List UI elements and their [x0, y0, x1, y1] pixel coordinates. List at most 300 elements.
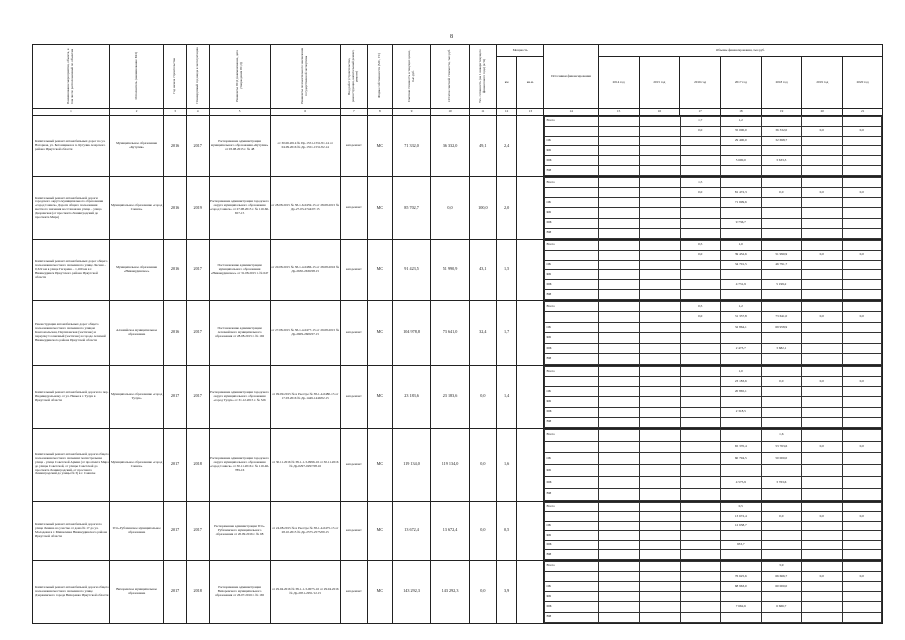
- financing-cell: [680, 502, 721, 512]
- financing-block: [544, 239, 883, 300]
- financing-source-label: МБ: [545, 477, 599, 489]
- start-year: 2016: [164, 176, 187, 239]
- financing-cell: [842, 218, 881, 228]
- financing-cell: [721, 270, 762, 280]
- financing-cell: [599, 290, 640, 300]
- financing-cell: 0,5: [680, 240, 721, 250]
- financing-cell: [599, 301, 640, 312]
- financing-cell: [639, 117, 680, 127]
- column-number: 11: [469, 109, 496, 116]
- financing-cell: [761, 333, 802, 344]
- financing-row: [545, 136, 882, 146]
- financing-source-label: МБ: [545, 407, 599, 417]
- financing-cell: [680, 146, 721, 156]
- financing-row: [545, 571, 882, 581]
- financing-cell: [680, 322, 721, 333]
- financing-cell: [680, 377, 721, 387]
- financing-cell: 933,7: [721, 540, 762, 550]
- financing-cell: 0,0: [802, 377, 843, 387]
- financing-cell: [842, 531, 881, 541]
- financing-cell: [761, 592, 802, 602]
- financing-cell: [842, 366, 881, 376]
- financing-cell: [761, 502, 802, 512]
- financing-cell: [680, 602, 721, 612]
- financing-source-label: [545, 571, 599, 581]
- financing-cell: [842, 465, 881, 477]
- power-m2: [517, 300, 544, 365]
- financing-cell: [599, 240, 640, 250]
- financing-cell: [680, 521, 721, 531]
- expertise-details: от 30.11.2016 № 38-1-1-3-0996-16 от 30.11.2016 № Др-0297-0297/08.16: [270, 428, 340, 501]
- financing-cell: [842, 322, 881, 333]
- financing-row: [545, 441, 882, 453]
- financing-row: [545, 397, 882, 407]
- readiness-percent: 0,0: [469, 501, 496, 560]
- financing-cell: [802, 117, 843, 127]
- financing-row: [545, 561, 882, 571]
- financing-cell: [802, 612, 843, 622]
- psd-details: Постановление администрации муниципального образования «Нижнеудинское» от 31.08.2015 г. № 647: [209, 239, 270, 300]
- financing-cell: [842, 240, 881, 250]
- financing-cell: 76 625,6: [721, 571, 762, 581]
- financing-block: [544, 428, 883, 501]
- readiness-percent: 0,0: [469, 428, 496, 501]
- financing-cell: [842, 429, 881, 441]
- work-type: кап.ремонт: [340, 176, 367, 239]
- financing-cell: [599, 270, 640, 280]
- header-cost: Сметная стоимость в текущих ценах, тыс.руб.: [392, 45, 430, 109]
- financing-source-label: [545, 441, 599, 453]
- financing-row: [545, 166, 882, 176]
- column-number: 4: [186, 109, 209, 116]
- financing-cell: [721, 146, 762, 156]
- object-name: Капитальный ремонт автомобильной дороги по пер. Индивидуальному от ул. Невья в г. Тулун в Иркутской области: [33, 365, 110, 428]
- financing-cell: 0,0: [680, 250, 721, 260]
- financing-cell: [761, 366, 802, 376]
- financing-cell: [599, 218, 640, 228]
- financing-row: [545, 582, 882, 592]
- financing-cell: [842, 270, 881, 280]
- financing-row: [545, 218, 882, 228]
- financing-cell: [639, 561, 680, 571]
- financing-cell: [599, 602, 640, 612]
- financing-cell: 0,0: [761, 377, 802, 387]
- financing-cell: [639, 343, 680, 354]
- financing-cell: [802, 387, 843, 397]
- financing-cell: [639, 146, 680, 156]
- column-number: 19: [761, 109, 802, 116]
- financing-cell: 23 183,6: [721, 377, 762, 387]
- financing-cell: [802, 156, 843, 166]
- column-number: 6: [270, 109, 340, 116]
- financing-cell: 3 633,3: [761, 156, 802, 166]
- financing-source-label: ФБ: [545, 333, 599, 344]
- remaining-cost: 51 990,9: [431, 239, 469, 300]
- power-km: 1,6: [496, 428, 516, 501]
- financing-cell: [842, 387, 881, 397]
- financing-cell: 3 763,6: [761, 477, 802, 489]
- header-year: 2015 год: [639, 57, 680, 109]
- header-year: 2020 год: [843, 57, 883, 109]
- financing-row: [545, 602, 882, 612]
- financing-source-label: [545, 377, 599, 387]
- financing-cell: [639, 465, 680, 477]
- power-km: 2,0: [496, 176, 516, 239]
- financing-cell: [842, 540, 881, 550]
- financing-cell: [599, 208, 640, 218]
- financing-row: [545, 301, 882, 312]
- financing-cell: [639, 218, 680, 228]
- financing-cell: [802, 453, 843, 465]
- financing-cell: [680, 198, 721, 208]
- ownership-form: МС: [367, 239, 392, 300]
- financing-cell: [680, 218, 721, 228]
- column-number: 1: [33, 109, 110, 116]
- financing-cell: [761, 166, 802, 176]
- financing-source-label: МБ: [545, 602, 599, 612]
- financing-cell: [802, 521, 843, 531]
- financing-cell: [639, 126, 680, 136]
- financing-source-label: [545, 512, 599, 522]
- financing-cell: 2 473,7: [721, 343, 762, 354]
- financing-cell: [599, 612, 640, 622]
- financing-cell: [639, 387, 680, 397]
- object-name: Капитальный ремонт автомобильной дороги общего пользования местного значения: магистральная улица - улица Советской Армии (от проспекта Мира до улицы Советской, от улицы Советской до проспекта Ленинградский, от проспекта Ленинградский до улицы № 3) в г. Саянске: [33, 428, 110, 501]
- financing-cell: 0,0: [802, 571, 843, 581]
- ownership-form: МС: [367, 116, 392, 177]
- power-m2: [517, 365, 544, 428]
- financing-cell: [721, 208, 762, 218]
- financing-cell: [761, 208, 802, 218]
- financing-cell: [802, 260, 843, 270]
- financing-cell: [680, 540, 721, 550]
- financing-cell: [639, 290, 680, 300]
- financing-cell: 0,0: [802, 188, 843, 198]
- financing-cell: 0,0: [761, 512, 802, 522]
- financing-cell: [761, 465, 802, 477]
- financing-row: [545, 387, 882, 397]
- start-year: 2016: [164, 239, 187, 300]
- financing-cell: [639, 592, 680, 602]
- financing-row: [545, 126, 882, 136]
- financing-cell: [599, 407, 640, 417]
- financing-cell: [680, 136, 721, 146]
- object-name: Капитальный ремонт автомобильной дороги по улице Ленина на участке от дома № 17 до ул. Молодежи в г. Мишелевка Нижнеудинского района Иркутской области: [33, 501, 110, 560]
- start-year: 2017: [164, 428, 187, 501]
- financing-cell: 0,0: [680, 188, 721, 198]
- financing-cell: 0,0: [802, 126, 843, 136]
- financing-cell: [639, 228, 680, 238]
- start-year: 2016: [164, 300, 187, 365]
- financing-cell: [599, 550, 640, 560]
- financing-source-label: МБ: [545, 540, 599, 550]
- financing-cell: [639, 177, 680, 187]
- financing-cell: [721, 429, 762, 441]
- estimated-cost: 23 183,6: [392, 365, 430, 428]
- financing-cell: [680, 280, 721, 290]
- financing-source-label: ФБ: [545, 208, 599, 218]
- financing-cell: [842, 208, 881, 218]
- financing-cell: [680, 270, 721, 280]
- financing-source-label: ОБ: [545, 582, 599, 592]
- financing-cell: [802, 301, 843, 312]
- financing-cell: 12 638,7: [721, 521, 762, 531]
- financing-cell: 65 370,4: [721, 441, 762, 453]
- object-name: Реконструкция автомобильных дорог общего пользования местного значения по улицам Комсомольская, Партизанская (частично) и переулку Солнечный (частично) в городе Алзамай Нижнеудинского района Иркутской области: [33, 300, 110, 365]
- column-number: 2: [109, 109, 163, 116]
- financing-cell: [802, 502, 843, 512]
- financing-cell: [639, 240, 680, 250]
- column-number: 14: [544, 109, 598, 116]
- column-number: 9: [392, 109, 430, 116]
- expertise-details: от 27.08.2015 № 38-1-4-0477-15 от 29.08.2015 № Др-2609-2609/07.15: [270, 300, 340, 365]
- remaining-cost: 0,0: [431, 176, 469, 239]
- ownership-form: МС: [367, 428, 392, 501]
- financing-cell: [639, 582, 680, 592]
- financing-cell: [639, 333, 680, 344]
- financing-cell: [639, 531, 680, 541]
- financing-cell: [842, 550, 881, 560]
- financing-cell: [599, 582, 640, 592]
- financing-row: [545, 612, 882, 622]
- financing-cell: [599, 322, 640, 333]
- financing-cell: 0,0: [842, 126, 881, 136]
- financing-block: [544, 300, 883, 365]
- financing-source-label: ВИ: [545, 354, 599, 365]
- financing-cell: 1,6: [761, 429, 802, 441]
- financing-cell: 0,0: [802, 312, 843, 323]
- financing-cell: [639, 250, 680, 260]
- financing-row: [545, 366, 882, 376]
- header-readiness: Тех. готовность (на 1 января текущего финансового года) (в %): [469, 45, 496, 109]
- financing-cell: [639, 612, 680, 622]
- financing-cell: [599, 280, 640, 290]
- financing-cell: 3 682,1: [761, 343, 802, 354]
- end-year: 2018: [186, 560, 209, 623]
- financing-cell: [680, 417, 721, 427]
- financing-cell: [599, 312, 640, 323]
- financing-cell: [639, 502, 680, 512]
- financing-source-label: ФБ: [545, 146, 599, 156]
- financing-cell: [639, 136, 680, 146]
- financing-source-label: Всего: [545, 117, 599, 127]
- financing-cell: [680, 488, 721, 500]
- financing-cell: [680, 208, 721, 218]
- financing-source-label: ФБ: [545, 465, 599, 477]
- financing-cell: [842, 166, 881, 176]
- financing-cell: [721, 561, 762, 571]
- power-km: 1,7: [496, 300, 516, 365]
- financing-cell: [680, 387, 721, 397]
- financing-cell: [802, 602, 843, 612]
- financing-cell: [639, 301, 680, 312]
- financing-cell: [680, 343, 721, 354]
- financing-source-label: Всего: [545, 240, 599, 250]
- header-work-type: Вид работ (строительство, реконструкция, капитальный ремонт, ремонт): [340, 45, 367, 109]
- ownership-form: МС: [367, 176, 392, 239]
- financing-source-label: Всего: [545, 502, 599, 512]
- ownership-form: МС: [367, 300, 392, 365]
- financing-cell: [842, 602, 881, 612]
- financing-cell: 5 600,0: [721, 156, 762, 166]
- financing-cell: [842, 417, 881, 427]
- financing-cell: [639, 354, 680, 365]
- start-year: 2016: [164, 116, 187, 177]
- estimated-cost: 85 702,7: [392, 176, 430, 239]
- financing-cell: [639, 270, 680, 280]
- table-row: [33, 365, 883, 428]
- financing-cell: [599, 228, 640, 238]
- start-year: 2017: [164, 560, 187, 623]
- end-year: 2017: [186, 501, 209, 560]
- financing-cell: [802, 540, 843, 550]
- financing-cell: [761, 387, 802, 397]
- financing-cell: [639, 312, 680, 323]
- table-row: [33, 239, 883, 300]
- financing-cell: [802, 198, 843, 208]
- financing-cell: [599, 488, 640, 500]
- financing-cell: [761, 397, 802, 407]
- financing-cell: [599, 540, 640, 550]
- financing-cell: [599, 166, 640, 176]
- financing-cell: [802, 343, 843, 354]
- expertise-details: от 29.04.2016 № 38-1-1-3-0075-16 от 29.04.2016 № Др-2951-2951/12.15: [270, 560, 340, 623]
- financing-cell: [802, 417, 843, 427]
- financing-cell: 0,0: [842, 250, 881, 260]
- financing-cell: 34 701,5: [721, 260, 762, 270]
- financing-block: [544, 116, 883, 177]
- financing-row: [545, 540, 882, 550]
- financing-source-label: Всего: [545, 561, 599, 571]
- readiness-percent: 32,4: [469, 300, 496, 365]
- financing-cell: [680, 260, 721, 270]
- estimated-cost: 13 672,4: [392, 501, 430, 560]
- financing-cell: 66 666,7: [761, 571, 802, 581]
- financing-cell: [721, 166, 762, 176]
- financing-cell: [842, 146, 881, 156]
- financing-cell: [599, 333, 640, 344]
- financing-row: [545, 477, 882, 489]
- power-m2: [517, 560, 544, 623]
- header-ownership: Форма собственности (МС, ГС): [367, 45, 392, 109]
- header-psd: Реквизиты ПСД (наименование, дата утверждения ПСД): [209, 45, 270, 109]
- financing-cell: [599, 250, 640, 260]
- financing-cell: 13 672,4: [721, 512, 762, 522]
- financing-cell: [639, 441, 680, 453]
- financing-source-label: ВИ: [545, 228, 599, 238]
- financing-source-label: ВИ: [545, 612, 599, 622]
- financing-cell: [761, 407, 802, 417]
- financing-source-label: ВИ: [545, 417, 599, 427]
- readiness-percent: 0,0: [469, 365, 496, 428]
- financing-cell: [639, 322, 680, 333]
- header-year: 2019 год: [802, 57, 843, 109]
- financing-cell: [842, 136, 881, 146]
- financing-cell: 35 000,0: [721, 126, 762, 136]
- financing-cell: 0,5: [721, 502, 762, 512]
- financing-cell: 9 736,7: [721, 218, 762, 228]
- financing-row: [545, 208, 882, 218]
- table-row: [33, 300, 883, 365]
- financing-cell: [639, 488, 680, 500]
- financing-cell: [599, 441, 640, 453]
- remaining-cost: 119 134,0: [431, 428, 469, 501]
- financing-cell: [599, 260, 640, 270]
- financing-cell: [599, 465, 640, 477]
- financing-cell: [802, 561, 843, 571]
- work-type: кап.ремонт: [340, 300, 367, 365]
- financing-cell: [761, 550, 802, 560]
- financing-cell: [802, 550, 843, 560]
- financing-cell: [721, 333, 762, 344]
- financing-cell: [761, 290, 802, 300]
- financing-cell: [842, 477, 881, 489]
- financing-cell: [680, 477, 721, 489]
- column-number: 15: [598, 109, 639, 116]
- financing-cell: [680, 550, 721, 560]
- financing-cell: [599, 198, 640, 208]
- financing-block: [544, 501, 883, 560]
- financing-cell: [802, 280, 843, 290]
- psd-details: Распоряжение администрации городского округа муниципального образования «город Саянск» от 30.11.2016 г. № 110-46-789-16: [209, 428, 270, 501]
- financing-cell: [599, 146, 640, 156]
- financing-cell: [802, 354, 843, 365]
- readiness-percent: 43,1: [469, 239, 496, 300]
- financing-cell: [639, 366, 680, 376]
- financing-row: [545, 521, 882, 531]
- financing-source-label: МБ: [545, 156, 599, 166]
- financing-cell: [680, 290, 721, 300]
- executor-name: Муниципальное образование «город Тулун»: [109, 365, 163, 428]
- financing-row: [545, 228, 882, 238]
- financing-cell: [761, 218, 802, 228]
- financing-cell: 5 199,2: [761, 280, 802, 290]
- financing-cell: 71 699,6: [721, 198, 762, 208]
- psd-details: Распоряжение администрации городского округа муниципального образования «город Тулун» от 31.12.2015 г. № 526: [209, 365, 270, 428]
- financing-cell: [802, 407, 843, 417]
- executor-name: Муниципальное образование «город Саянск»: [109, 176, 163, 239]
- estimated-cost: 143 292,3: [392, 560, 430, 623]
- financing-cell: [639, 377, 680, 387]
- financing-cell: [680, 156, 721, 166]
- expertise-details: от 30.06.2014 № Пр-1551-1551/01.14 от 04.09.2016 № Др-1551-1551/02.14: [270, 116, 340, 177]
- executor-name: Муниципальное образование «Кутулик»: [109, 116, 163, 177]
- financing-cell: 7 662,6: [721, 602, 762, 612]
- financing-cell: 20 865,1: [721, 387, 762, 397]
- executor-name: Муниципальное образование «Нижнеудинское»: [109, 239, 163, 300]
- financing-cell: [802, 465, 843, 477]
- expertise-details: от 20.08.2015 № 38-1-4-0486-15 от 28.08.2016 № Др-2630-2630/08.15: [270, 239, 340, 300]
- financing-cell: [802, 177, 843, 187]
- ownership-form: МС: [367, 560, 392, 623]
- column-numbers-row: [33, 109, 883, 116]
- column-number: 5: [209, 109, 270, 116]
- financing-cell: 0,0: [802, 441, 843, 453]
- expertise-details: от 09.09.2015 № в Реестре № 38-1-4-0480-15 от 17.03.2016 № Др-1449-1449/02.15: [270, 365, 340, 428]
- financing-source-label: Всего: [545, 177, 599, 187]
- remaining-cost: 13 672,4: [431, 501, 469, 560]
- end-year: 2017: [186, 239, 209, 300]
- power-km: 3,9: [496, 560, 516, 623]
- power-m2: [517, 501, 544, 560]
- financing-cell: [599, 592, 640, 602]
- work-type: кап.ремонт: [340, 239, 367, 300]
- financing-source-label: ВИ: [545, 488, 599, 500]
- financing-cell: [599, 117, 640, 127]
- power-km: 0,5: [496, 501, 516, 560]
- financing-cell: [639, 571, 680, 581]
- financing-cell: [761, 177, 802, 187]
